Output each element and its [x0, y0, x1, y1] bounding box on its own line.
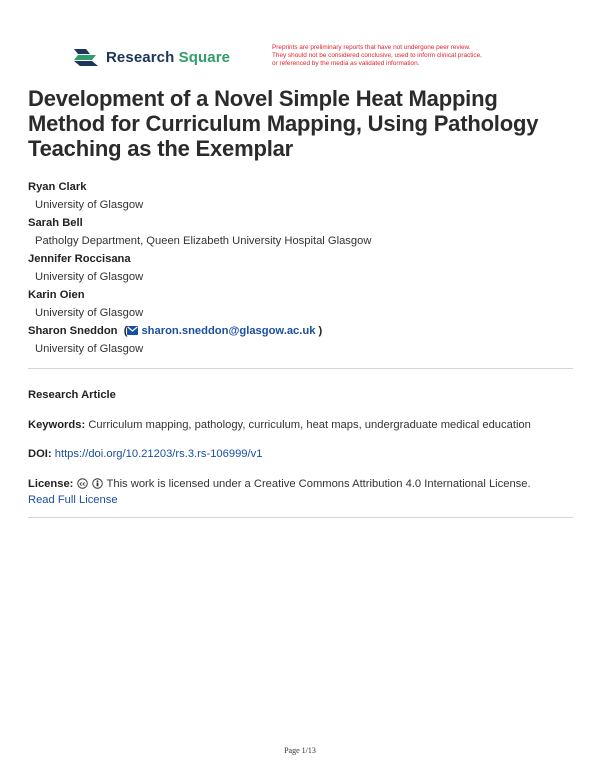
envelope-icon	[127, 326, 138, 335]
author-affiliation: University of Glasgow	[35, 307, 144, 319]
author-name: Sarah Bell	[28, 217, 83, 229]
read-full-license-link[interactable]: Read Full License	[28, 494, 118, 506]
doi-label: DOI:	[28, 448, 52, 460]
keywords-text: Curriculum mapping, pathology, curriculum, heat maps, undergraduate medical education	[88, 419, 531, 431]
paper-title: Development of a Novel Simple Heat Mapping Method for Curriculum Mapping, Using Pathology Teaching as the Exemplar	[28, 86, 539, 161]
research-square-logo-icon	[72, 46, 100, 68]
corresponding-author	[28, 324, 568, 342]
divider	[28, 517, 573, 518]
author-affiliation: University of Glasgow	[35, 271, 144, 283]
svg-text:cc: cc	[79, 481, 85, 488]
page-number: Page 1/13	[284, 746, 316, 755]
by-icon	[92, 478, 103, 489]
email-paren-open: (	[120, 325, 128, 337]
author-name: Sharon Sneddon	[28, 325, 118, 337]
author-name: Karin Oien	[28, 289, 85, 301]
doi-link[interactable]: https://doi.org/10.21203/rs.3.rs-106999/v1	[54, 448, 263, 460]
keywords-label: Keywords:	[28, 419, 86, 431]
license	[28, 476, 573, 508]
email-paren-close: )	[315, 325, 323, 337]
author-name: Ryan Clark	[28, 181, 87, 193]
keywords	[28, 417, 573, 433]
article-type	[28, 387, 573, 403]
author-affiliation: Patholgy Department, Queen Elizabeth University Hospital Glasgow	[35, 235, 372, 247]
preprint-notice	[272, 44, 542, 68]
email-address: sharon.sneddon@glasgow.ac.uk	[141, 325, 316, 337]
notice-line: or referenced by the media as validated information.	[272, 60, 420, 67]
notice-line: Preprints are preliminary reports that have not undergone peer review.	[272, 44, 471, 51]
license-label: License:	[28, 478, 74, 490]
logo-text	[106, 49, 230, 66]
article-type-label: Research Article	[28, 389, 116, 401]
doi	[28, 446, 573, 462]
header	[72, 44, 532, 74]
email-link[interactable]	[127, 325, 315, 337]
logo-word-square: Square	[178, 48, 231, 66]
research-square-logo[interactable]	[72, 46, 230, 68]
logo-word-research: Research	[106, 48, 175, 66]
author-affiliation: University of Glasgow	[35, 199, 144, 211]
author-name: Jennifer Roccisana	[28, 253, 131, 265]
notice-line: They should not be considered conclusive, used to inform clinical practice,	[272, 52, 482, 59]
author-affiliation: University of Glasgow	[35, 343, 144, 355]
license-text: This work is licensed under a Creative Commons Attribution 4.0 International License.	[106, 478, 531, 490]
divider	[28, 368, 573, 369]
author-list	[28, 180, 568, 360]
cc-icon	[77, 478, 88, 489]
